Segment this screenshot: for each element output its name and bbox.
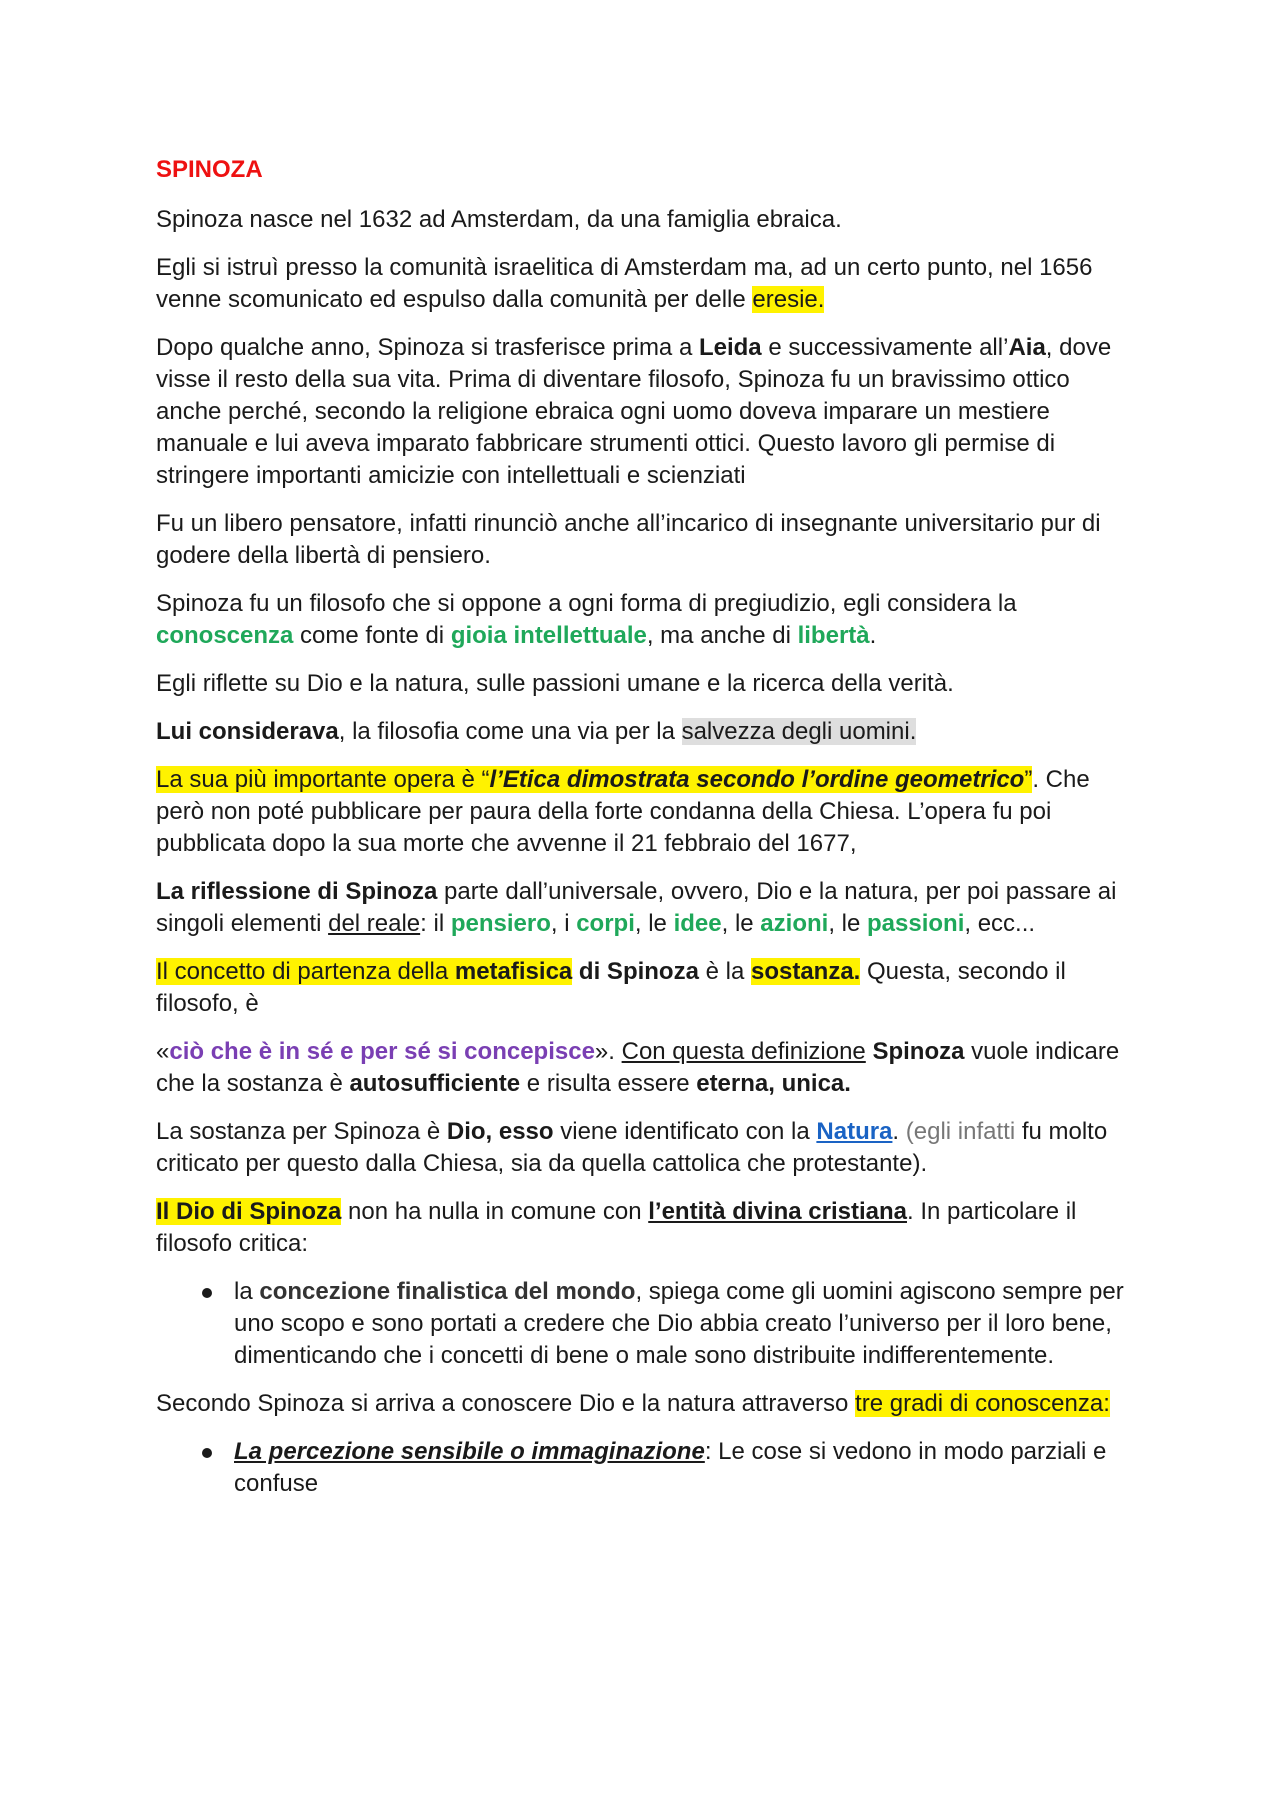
green-term-conoscenza: conoscenza bbox=[156, 622, 294, 649]
page-title: SPINOZA bbox=[156, 156, 263, 183]
paragraph-gradi: Secondo Spinoza si arriva a conoscere Dio e la natura attraverso tre gradi di conoscenza: bbox=[156, 1390, 1110, 1417]
paragraph-leida-aia: Dopo qualche anno, Spinoza si trasferisce prima a Leida e successivamente all’Aia, dove visse il resto della sua vita. Prima di diventare filosofo, Spinoza fu un bravissimo ottico anche perché, secondo la religione ebraica ogni uomo doveva imparare un mestiere manuale e lui aveva imparato fabbricare strumenti ottici. Questo lavoro gli permise di stringere importanti amicizie con intellettuali e scienziati bbox=[156, 334, 1112, 489]
paragraph-reflection: Egli riflette su Dio e la natura, sulle passioni umane e la ricerca della verità. bbox=[156, 670, 954, 697]
paragraph-definition: «ciò che è in sé e per sé si concepisce». Con questa definizione Spinoza vuole indicare che la sostanza è autosufficiente e risulta essere eterna, unica. bbox=[156, 1038, 1120, 1097]
paragraph-free-thinker: Fu un libero pensatore, infatti rinunciò anche all’incarico di insegnante universitario pur di godere della libertà di pensiero. bbox=[156, 510, 1101, 569]
document-body bbox=[156, 152, 1136, 1516]
green-term-gioia: gioia intellettuale bbox=[450, 622, 647, 649]
bold-aia: Aia bbox=[1008, 334, 1046, 361]
bullet-icon bbox=[202, 1448, 212, 1458]
list-item: La percezione sensibile o immaginazione: Le cose si vedono in modo parziali e confuse bbox=[156, 1436, 1136, 1500]
purple-quote: ciò che è in sé e per sé si concepisce bbox=[169, 1038, 595, 1065]
work-title: l’Etica dimostrata secondo l’ordine geometrico bbox=[489, 766, 1025, 793]
paragraph-riflessione: La riflessione di Spinoza parte dall’universale, ovvero, Dio e la natura, per poi passare ai singoli elementi del reale: il pensiero, i corpi, le idee, le azioni, le passioni, ecc... bbox=[156, 878, 1117, 937]
gray-highlight-salvezza: salvezza degli uomini. bbox=[681, 718, 917, 745]
paragraph-excommunication: Egli si istruì presso la comunità israelitica di Amsterdam ma, ad un certo punto, nel 1656 venne scomunicato ed espulso dalla comunità per delle eresie. bbox=[156, 254, 1093, 313]
paragraph-dio-natura: La sostanza per Spinoza è Dio, esso viene identificato con la Natura. (egli infatti fu molto criticato per questo dalla Chiesa, sia da quella cattolica che protestante). bbox=[156, 1118, 1108, 1177]
paragraph-sostanza: Il concetto di partenza della metafisica di Spinoza è la sostanza. Questa, secondo il filosofo, è bbox=[156, 958, 1066, 1017]
paragraph-main-work: La sua più importante opera è “l’Etica dimostrata secondo l’ordine geometrico”. Che però non poté pubblicare per paura della forte condanna della Chiesa. L’opera fu poi pubblicata dopo la sua morte che avvenne il 21 febbraio del 1677, bbox=[156, 766, 1090, 857]
highlight-eresie: eresie. bbox=[752, 286, 825, 313]
bold-leida: Leida bbox=[698, 334, 762, 361]
critique-list bbox=[156, 1276, 1136, 1372]
bullet-icon bbox=[202, 1288, 212, 1298]
green-term-liberta: libertà bbox=[797, 622, 870, 649]
paragraph-knowledge: Spinoza fu un filosofo che si oppone a ogni forma di pregiudizio, egli considera la conoscenza come fonte di gioia intellettuale, ma anche di libertà. bbox=[156, 590, 1017, 649]
paragraph-birth: Spinoza nasce nel 1632 ad Amsterdam, da una famiglia ebraica. bbox=[156, 206, 842, 233]
natura-link[interactable]: Natura bbox=[816, 1118, 893, 1145]
gradi-list bbox=[156, 1436, 1136, 1500]
paragraph-dio-spinoza: Il Dio di Spinoza non ha nulla in comune con l’entità divina cristiana. In particolare il filosofo critica: bbox=[156, 1198, 1077, 1257]
list-item: la concezione finalistica del mondo, spiega come gli uomini agiscono sempre per uno scopo e sono portati a credere che Dio abbia creato l’universo per il loro bene, dimenticando che i concetti di bene o male sono distribuite indifferentemente. bbox=[156, 1276, 1136, 1372]
paragraph-philosophy-salvation: Lui considerava, la filosofia come una via per la salvezza degli uomini. bbox=[156, 718, 917, 745]
